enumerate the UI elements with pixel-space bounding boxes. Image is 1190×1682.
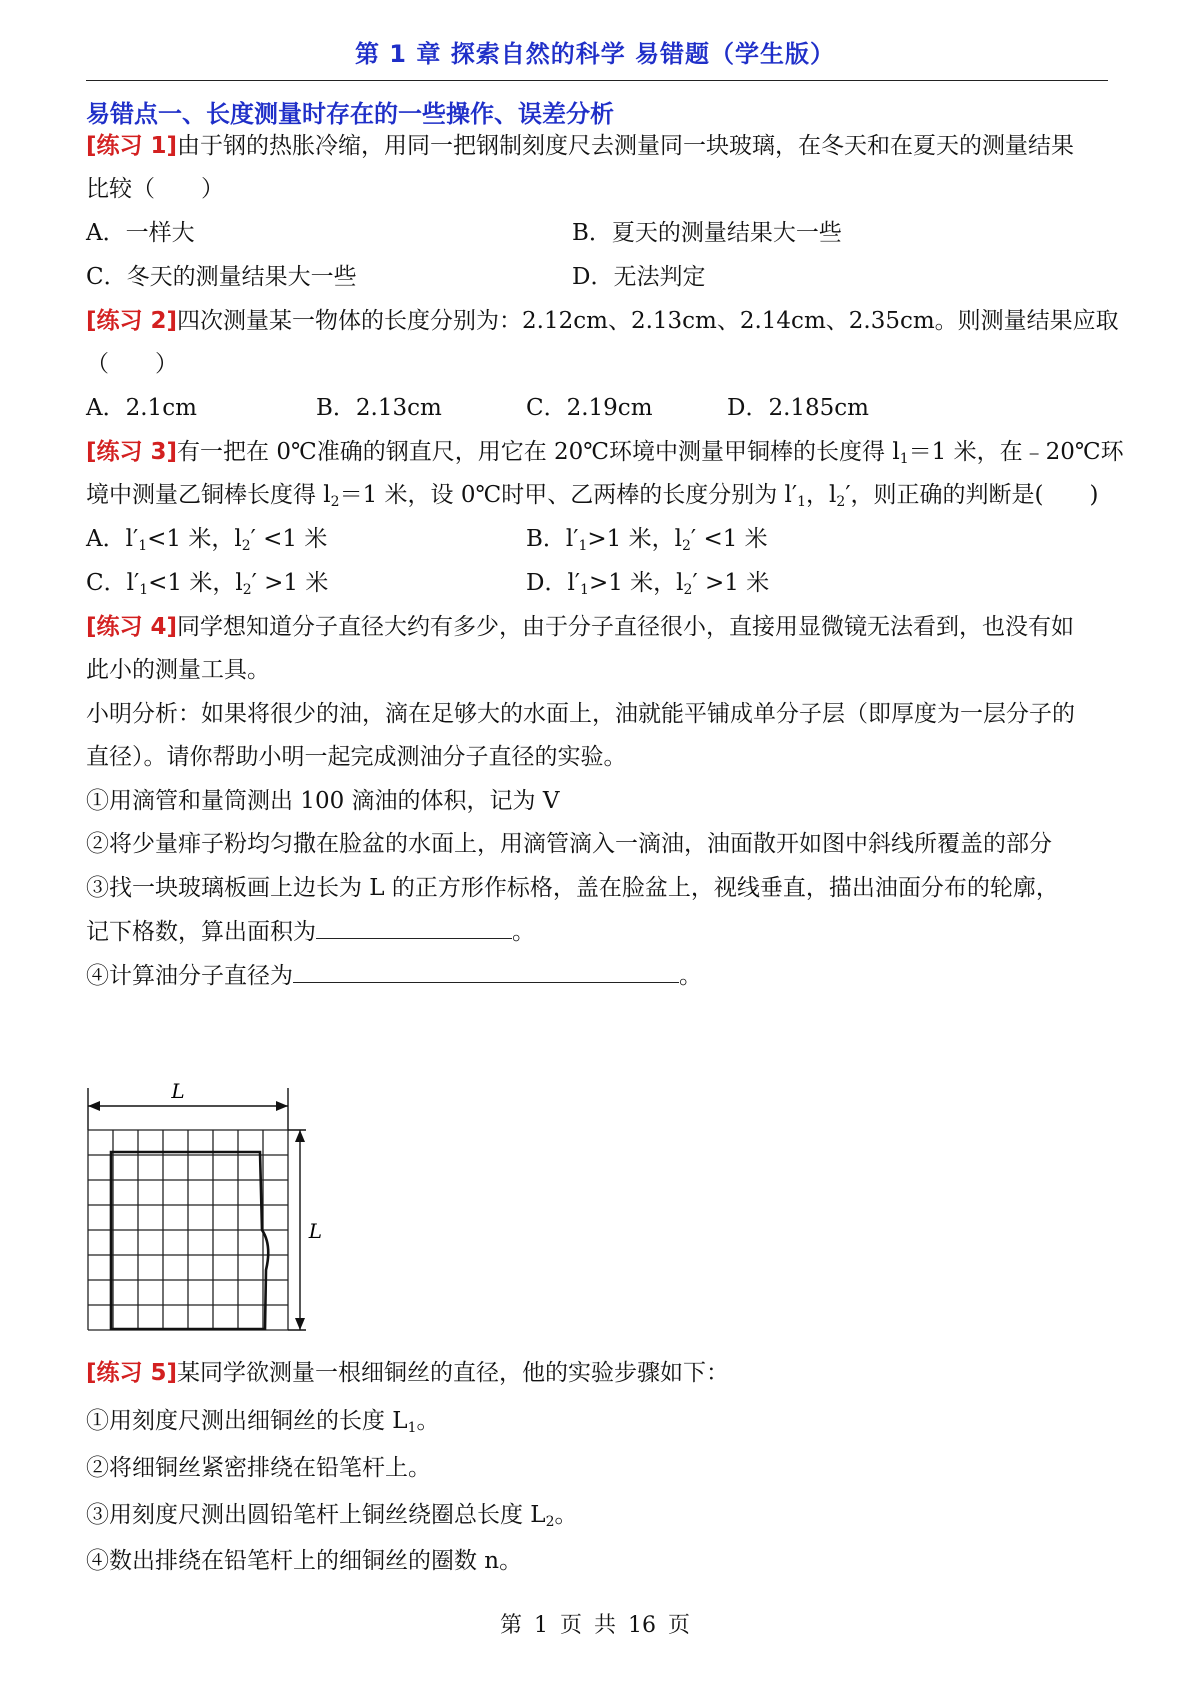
- q3-option-d: D．$l'_1>1$ 米，$l_2' >1$ 米: [526, 570, 770, 598]
- diameter-answer-blank: [293, 960, 679, 983]
- q4-tag: [练习 4]: [86, 614, 178, 640]
- q4-line1: [练习 4]同学想知道分子直径大约有多少，由于分子直径很小，直接用显微镜无法看到，也没有如: [86, 614, 1075, 640]
- q1-option-a: A．一样大: [86, 220, 195, 246]
- oil-film-outline: [111, 1152, 268, 1329]
- q4-line4: 直径）。请你帮助小明一起完成测油分子直径的实验。: [86, 744, 627, 770]
- q4-step3a: ③找一块玻璃板画上边长为 L 的正方形作标格，盖在脸盆上，视线垂直，描出油面分布的轮廓，: [86, 875, 1059, 901]
- q1-option-b: B．夏天的测量结果大一些: [572, 220, 842, 246]
- page-footer: 第 1 页 共 16 页: [499, 1613, 691, 1638]
- section-title: 易错点一、长度测量时存在的一些操作、误差分析: [86, 100, 614, 128]
- q1-tag: [练习 1]: [86, 133, 178, 159]
- q2-line2: （ ）: [86, 351, 178, 377]
- q1-line2: 比较（ ）: [86, 176, 224, 202]
- q3-line1: [练习 3]有一把在 0℃准确的钢直尺，用它在 20℃环境中测量甲铜棒的长度得 $l_1=1$ 米，在﹣20℃环: [86, 439, 1124, 467]
- q1-option-d: D．无法判定: [572, 264, 706, 290]
- q3-tag: [练习 3]: [86, 439, 178, 465]
- q3-option-b: B．$l'_1>1$ 米，$l_2' <1$ 米: [526, 526, 768, 554]
- q5-step3: ③用刻度尺测出圆铅笔杆上铜丝绕圈总长度 $L_2$。: [86, 1502, 578, 1530]
- q1-text: 由于钢的热胀冷缩，用同一把钢制刻度尺去测量同一块玻璃，在冬天和在夏天的测量结果: [177, 133, 1075, 159]
- top-arrow-right: [276, 1101, 288, 1111]
- right-length-label: L: [308, 1219, 322, 1243]
- q4-line3: 小明分析：如果将很少的油，滴在足够大的水面上，油就能平铺成单分子层（即厚度为一层分子的: [86, 701, 1075, 727]
- q3-line2: 境中测量乙铜棒长度得 $l_2=1$ 米，设 0℃时甲、乙两棒的长度分别为 $l'_1$，$l_2'$，则正确的判断是( ): [86, 482, 1099, 510]
- area-answer-blank: [316, 916, 512, 939]
- top-arrow-left: [88, 1101, 100, 1111]
- header-divider: [86, 80, 1108, 81]
- total-pages: 16: [628, 1613, 657, 1638]
- q4-step4: ④计算油分子直径为 。: [86, 960, 702, 991]
- right-arrow-bottom: [295, 1318, 305, 1330]
- q2-option-a: A．2.1cm: [86, 395, 197, 421]
- top-length-label: L: [171, 1080, 185, 1103]
- q4-step3b: 记下格数，算出面积为 。: [86, 916, 535, 947]
- q2-option-b: B．2.13cm: [316, 395, 442, 421]
- q2-line1: [86, 306, 1119, 336]
- q4-line2: 此小的测量工具。: [86, 657, 270, 683]
- page-title: 第 1 章 探索自然的科学 易错题（学生版）: [354, 40, 836, 68]
- q3-option-c: C．$l'_1<1$ 米，$l_2' >1$ 米: [86, 570, 329, 598]
- q2-text: 四次测量某一物体的长度分别为：2.12cm、2.13cm、2.14cm、2.35cm。则测量结果应取: [177, 308, 1119, 334]
- q3-option-a: A．$l'_1<1$ 米，$l_2' <1$ 米: [86, 526, 328, 554]
- q1-option-c: C．冬天的测量结果大一些: [86, 264, 357, 290]
- q5-step1: ①用刻度尺测出细铜丝的长度 $L_1$。: [86, 1408, 440, 1436]
- page-number: 1: [533, 1613, 548, 1638]
- right-arrow-top: [295, 1130, 305, 1142]
- q5-step4: ④数出排绕在铅笔杆上的细铜丝的圈数 n。: [86, 1548, 523, 1574]
- q2-tag: [练习 2]: [86, 308, 178, 334]
- q1-line1: [86, 131, 1074, 161]
- q2-option-c: C．2.19cm: [526, 395, 653, 421]
- oil-grid-figure: [78, 1080, 328, 1342]
- q4-step2: ②将少量痱子粉均匀撒在脸盆的水面上，用滴管滴入一滴油，油面散开如图中斜线所覆盖的部分: [86, 831, 1052, 857]
- q2-option-d: D．2.185cm: [727, 395, 869, 421]
- q4-step1: ①用滴管和量筒测出 100 滴油的体积，记为 V: [86, 788, 560, 814]
- q5-line1: [练习 5]某同学欲测量一根细铜丝的直径，他的实验步骤如下：: [86, 1360, 730, 1386]
- square-grid: [88, 1130, 288, 1330]
- q5-tag: [练习 5]: [86, 1360, 178, 1386]
- q5-step2: ②将细铜丝紧密排绕在铅笔杆上。: [86, 1455, 431, 1481]
